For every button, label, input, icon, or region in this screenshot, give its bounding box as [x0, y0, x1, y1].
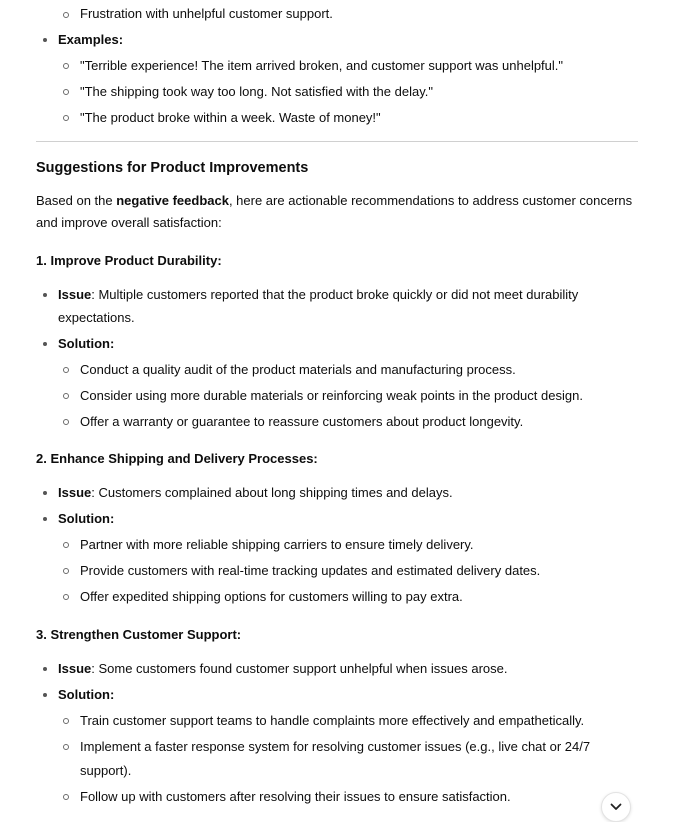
solution-item: Consider using more durable materials or reinforcing weak points in the product design.: [80, 388, 583, 403]
solution-item: Follow up with customers after resolving their issues to ensure satisfaction.: [80, 789, 511, 804]
sub-bullet: [63, 542, 69, 548]
sub-bullet: [63, 718, 69, 724]
sub-bullet: [63, 794, 69, 800]
examples-label: Examples:: [58, 32, 124, 47]
section-title: 2. Enhance Shipping and Delivery Processes:: [36, 451, 318, 466]
sub-bullet: [63, 594, 69, 600]
issue-line-cont: expectations.: [58, 310, 135, 325]
intro-paragraph-line2: and improve overall satisfaction:: [36, 215, 222, 230]
bullet: [43, 342, 47, 346]
solution-item: Implement a faster response system for resolving customer issues (e.g., live chat or 24/7: [80, 739, 591, 754]
sub-bullet: [63, 393, 69, 399]
sub-bullet: [63, 63, 69, 69]
solution-item: Offer a warranty or guarantee to reassure customers about product longevity.: [80, 414, 524, 429]
solution-item: Offer expedited shipping options for customers willing to pay extra.: [80, 589, 463, 604]
solution-label: Solution:: [58, 511, 115, 526]
sub-bullet: [63, 744, 69, 750]
list-item: Frustration with unhelpful customer support.: [80, 6, 333, 21]
example-quote: "Terrible experience! The item arrived broken, and customer support was unhelpful.": [80, 58, 564, 73]
solution-item: Train customer support teams to handle complaints more effectively and empathetically.: [80, 713, 585, 728]
divider: [36, 141, 638, 142]
sub-bullet: [63, 568, 69, 574]
solution-item: Provide customers with real-time tracking updates and estimated delivery dates.: [80, 563, 541, 578]
solution-item: Conduct a quality audit of the product materials and manufacturing process.: [80, 362, 516, 377]
sub-bullet: [63, 367, 69, 373]
issue-line: Issue: Some customers found customer support unhelpful when issues arose.: [58, 661, 508, 676]
solution-item-cont: support).: [80, 763, 132, 778]
sub-bullet: [63, 89, 69, 95]
issue-line: Issue: Customers complained about long shipping times and delays.: [58, 485, 453, 500]
bullet: [43, 667, 47, 671]
example-quote: "The product broke within a week. Waste of money!": [80, 110, 381, 125]
scroll-to-bottom-button[interactable]: [601, 792, 631, 822]
sub-bullet: [63, 419, 69, 425]
sub-bullet: [63, 115, 69, 121]
bullet: [43, 38, 47, 42]
intro-paragraph-line1: Based on the negative feedback, here are actionable recommendations to address customer concerns: [36, 193, 633, 208]
section-title: 3. Strengthen Customer Support:: [36, 627, 242, 642]
sub-bullet: [63, 12, 69, 18]
bullet: [43, 693, 47, 697]
suggestions-heading: Suggestions for Product Improvements: [36, 160, 309, 176]
bullet: [43, 491, 47, 495]
issue-line: Issue: Multiple customers reported that the product broke quickly or did not meet durability: [58, 287, 579, 302]
bullet: [43, 293, 47, 297]
section-title: 1. Improve Product Durability:: [36, 253, 222, 268]
example-quote: "The shipping took way too long. Not satisfied with the delay.": [80, 84, 433, 99]
bullet: [43, 517, 47, 521]
solution-label: Solution:: [58, 687, 115, 702]
solution-item: Partner with more reliable shipping carriers to ensure timely delivery.: [80, 537, 474, 552]
chevron-down-icon: [610, 802, 622, 812]
solution-label: Solution:: [58, 336, 115, 351]
